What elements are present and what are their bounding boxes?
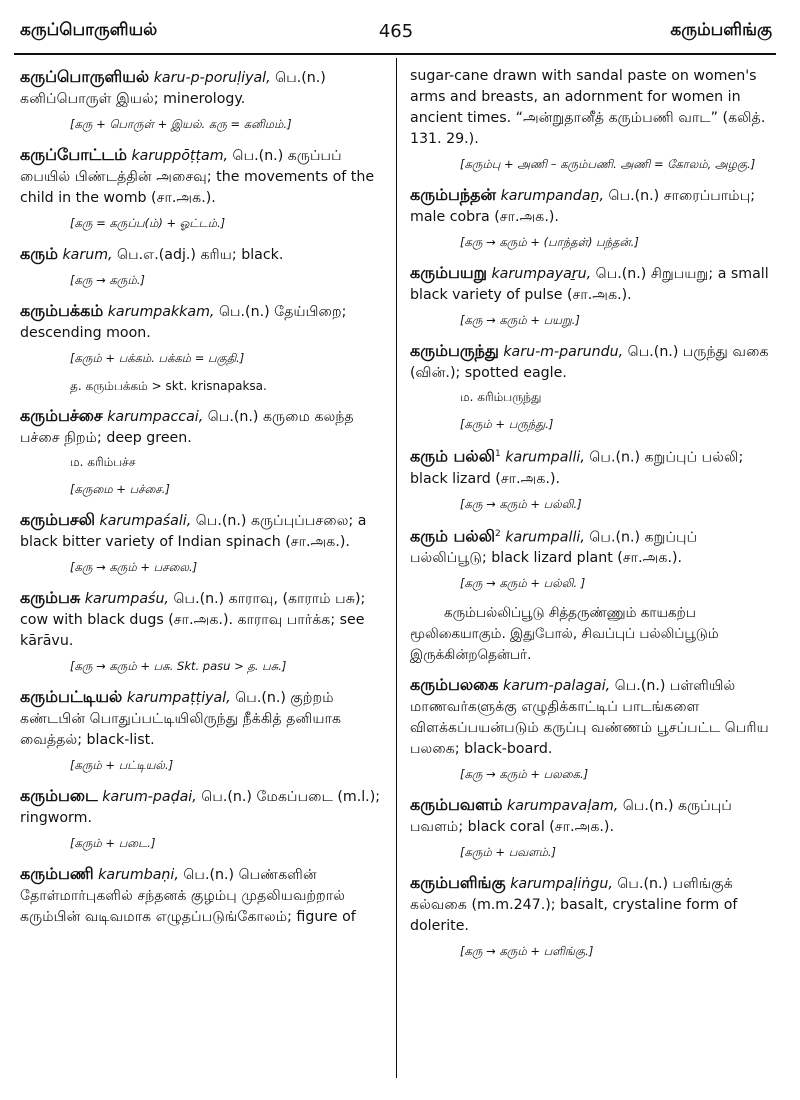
dictionary-entry — [20, 144, 384, 209]
definition: பெ.(n.) சிறுபயறு; a small black variety of pulse (சா.அக.). — [410, 266, 769, 303]
definition: பெ.(n.) சாரைப்பாம்பு; male cobra (சா.அக.). — [410, 188, 756, 225]
etymology: [கரும்பு + அணி – கரும்பணி. அணி = கோலம், அழகு.] — [460, 157, 756, 171]
headword: கரும் பல்லி — [410, 446, 495, 466]
definition: பெ.(n.) கருப்பப் பையில் பிண்டத்தின் அசைவு; the movements of the child in the womb (சா.அக.). — [20, 148, 375, 206]
etymology: [கரு → கரும்.] — [70, 273, 145, 287]
dictionary-entry — [20, 686, 384, 751]
dictionary-entry — [410, 674, 774, 760]
etymology: [கரு → கரும் + (பாந்தள்) பந்தன்.] — [460, 235, 639, 249]
headword: கரும்பளிங்கு — [410, 873, 506, 893]
dictionary-entry — [20, 405, 384, 449]
definition: பெ.(n.) குற்றம் கண்டபின் பொதுப்பட்டியிலிருந்து நீக்கித் தனியாக வைத்தல்; black-list. — [20, 690, 342, 748]
dictionary-entry — [20, 300, 384, 344]
dictionary-entry — [410, 794, 774, 838]
headword: கரும்பலகை — [410, 675, 499, 695]
definition: பெ.(n.) கருப்புப் பவளம்; black coral (சா.அக.). — [410, 798, 732, 836]
etymology: [கரும் + பருந்து.] — [460, 417, 554, 431]
transliteration: karumpaśali, — [99, 513, 192, 529]
definition: பெ.(n.) பள்ளியில் மாணவர்களுக்கு எழுதிக்காட்டிப் பாடங்களை விளக்கப்பயன்படும் கருப்பு வண்ணம் பூசப்பட்ட பெரிய பலகை; black-board. — [410, 678, 769, 758]
definition: பெ.(n.) பளிங்குக் கல்வகை (m.m.247.); basalt, crystaline form of dolerite. — [410, 876, 738, 935]
dictionary-entry — [20, 243, 384, 266]
etymology: [கரு → கரும் + பல்லி.] — [460, 496, 582, 511]
transliteration: karum-palagai, — [503, 678, 611, 695]
dictionary-entry — [20, 509, 384, 553]
transliteration: karumpavaḷam, — [506, 798, 619, 815]
headword: கரும்படை — [20, 786, 98, 805]
dictionary-entry — [20, 587, 384, 652]
etymology: [கரும் + பவளம்.] — [460, 845, 557, 860]
continued-text: sugar-cane drawn with sandal paste on women's arms and breasts, an adornment for women in ancient times. “அன்றுதானீத் கரும்பணி வாட” (கலித். 131. 29.). — [410, 68, 766, 147]
transliteration: karumpaṭṭiyal, — [126, 690, 231, 706]
etymology: [கரும் + பட்டியல்.] — [70, 758, 174, 772]
running-head-left: கருப்பொருளியல் — [20, 20, 158, 40]
transliteration: karumpalli, — [505, 449, 585, 466]
definition: பெ.(n.) கறுப்புப் பல்லிப்பூடு; black lizard plant (சா.அக.). — [410, 529, 698, 567]
etymology: [கரு → கரும் + பசலை.] — [70, 560, 198, 574]
cognate: ம. கரிம்பச்ச — [70, 455, 136, 469]
cognate: ம. கரிம்பருந்து — [460, 390, 542, 404]
transliteration: karum-paḍai, — [102, 789, 197, 805]
definition: பெ.(n.) மேகப்படை (m.l.); ringworm. — [20, 789, 381, 826]
headword: கரும்பந்தன் — [410, 185, 497, 204]
transliteration: karumpayaṟu, — [491, 266, 592, 282]
transliteration: karuppōṭṭam, — [131, 148, 229, 164]
headword: கரும்பசலி — [20, 510, 95, 529]
dictionary-entry — [410, 340, 774, 384]
headword: கரும்பட்டியல் — [20, 687, 123, 706]
transliteration: karu-p-poruḷiyal, — [153, 70, 271, 86]
headword: கரும்பணி — [20, 864, 94, 883]
transliteration: karumpaccai, — [107, 409, 204, 425]
etymology: [கரு → கரும் + பளிங்கு.] — [460, 944, 594, 959]
headword: கரும்பச்சை — [20, 406, 103, 425]
homonym-number: 2 — [495, 528, 501, 539]
headword: கரும்பவளம் — [410, 795, 503, 815]
definition: பெ.(n.) பெண்களின் தோள்மார்புகளில் சந்தனக் குழம்பு முதலியவற்றால் கரும்பின் வடிவமாக எழுதப்படுங்கோலம்; figure of — [20, 867, 356, 925]
etymology: [கரு → கரும் + பயறு.] — [460, 313, 580, 327]
etymology: [கரும் + பக்கம். பக்கம் = பகுதி.] — [70, 351, 245, 365]
dictionary-entry — [410, 872, 774, 937]
headword: கரும் பல்லி — [410, 526, 495, 546]
transliteration: karu-m-parundu, — [503, 344, 624, 360]
right-column — [410, 66, 774, 971]
definition: பெ.(n.) கறுப்புப் பல்லி; black lizard (சா.அக.). — [410, 449, 744, 487]
headword: கருப்பொருளியல் — [20, 67, 150, 86]
definition: பெ.(n.) பருந்து வகை (வின்.); spotted eagle. — [410, 344, 769, 381]
page-header — [20, 14, 772, 48]
cognate: த. கரும்பக்கம் > skt. krisnapaksa. — [70, 379, 267, 393]
transliteration: karumpalli, — [505, 529, 585, 546]
header-rule — [14, 53, 776, 55]
etymology: [கரு = கருப்ப(ம்) + ஓட்டம்.] — [70, 216, 226, 230]
dictionary-entry — [410, 524, 774, 570]
transliteration: karumpakkam, — [107, 304, 215, 320]
transliteration: karumbaṇi, — [98, 867, 179, 883]
dictionary-entry — [20, 863, 384, 928]
transliteration: karum, — [62, 247, 113, 263]
headword: கரும்பயறு — [410, 263, 487, 282]
etymology: [கரும் + படை.] — [70, 836, 156, 850]
headword: கரும்பக்கம் — [20, 301, 104, 320]
usage-note: கரும்பல்லிப்பூடு சித்தருண்ணும் காயகற்ப மூலிகையாகும். இதுபோல், சிவப்புப் பல்லிப்பூடும் இருக்கின்றதென்பர். — [410, 605, 719, 664]
running-head-right: கரும்பளிங்கு — [670, 20, 772, 40]
dictionary-entry — [410, 444, 774, 490]
headword: கருப்போட்டம் — [20, 145, 127, 164]
definition: பெ.(n.) கனிப்பொருள் இயல்; minerology. — [20, 70, 326, 107]
dictionary-entry — [410, 184, 774, 228]
definition: பெ.(n.) காராவு, (காராம் பசு); cow with black dugs (சா.அக.). காராவு பார்க்க; see kārāvu. — [20, 591, 366, 649]
dictionary-entry — [20, 785, 384, 829]
definition: பெ.(n.) கருப்புப்பசலை; a black bitter variety of Indian spinach (சா.அக.). — [20, 513, 367, 550]
etymology: [கருமை + பச்சை.] — [70, 482, 170, 496]
headword: கரும்பருந்து — [410, 341, 499, 360]
transliteration: karumpandaṉ, — [500, 188, 605, 204]
definition: பெ.(n.) கருமை கலந்த பச்சை நிறம்; deep green. — [20, 409, 354, 446]
definition: பெ.(n.) தேய்பிறை; descending moon. — [20, 304, 347, 341]
headword: கரும்பசு — [20, 588, 81, 607]
column-divider — [396, 58, 397, 1078]
transliteration: karumpaḷiṅgu, — [510, 876, 613, 893]
left-column — [20, 66, 384, 933]
etymology: [கரு → கரும் + பசு. Skt. pasu > த. பசு.] — [70, 659, 287, 673]
definition: பெ.எ.(adj.) கரிய; black. — [117, 247, 284, 263]
headword: கரும் — [20, 244, 58, 263]
dictionary-entry — [410, 262, 774, 306]
etymology: [கரு → கரும் + பலகை.] — [460, 767, 589, 782]
etymology: [கரு → கரும் + பல்லி. ] — [460, 576, 586, 591]
page-number: 465 — [378, 20, 414, 42]
homonym-number: 1 — [495, 449, 501, 459]
dictionary-entry — [20, 66, 384, 110]
transliteration: karumpaśu, — [84, 591, 169, 607]
etymology: [கரு + பொருள் + இயல். கரு = கனிமம்.] — [70, 117, 292, 131]
